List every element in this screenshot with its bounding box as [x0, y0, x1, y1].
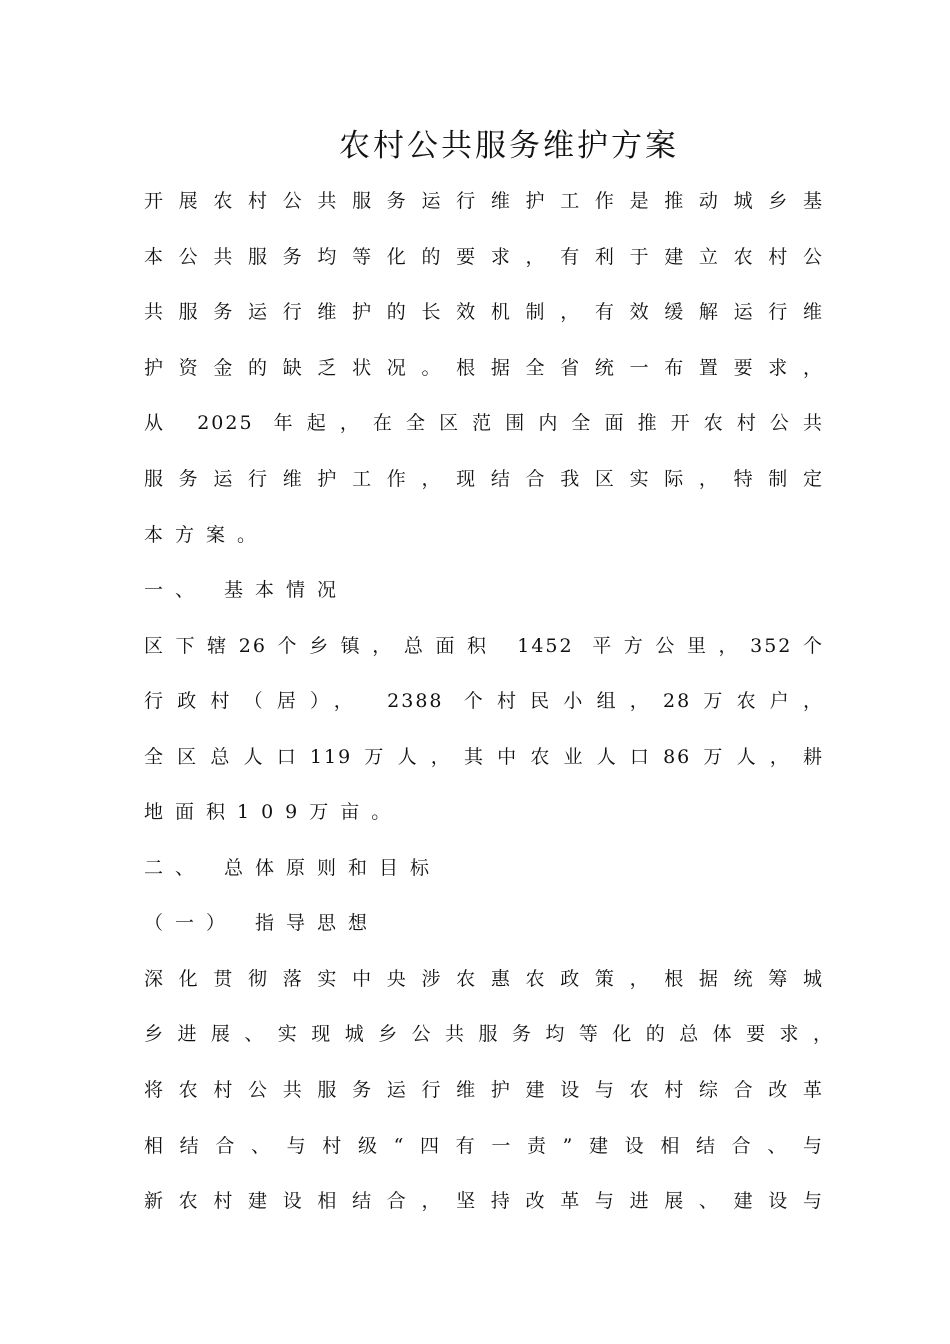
- document-title: 农村公共服务维护方案: [339, 128, 679, 164]
- paragraph-line: 共服务运行维护的长效机制，有效缓解运行维: [144, 301, 824, 323]
- paragraph-line: 本方案。: [144, 524, 269, 546]
- paragraph-line: 服务运行维护工作，现结合我区实际，特制定: [144, 468, 824, 490]
- paragraph-line: 护资金的缺乏状况。根据全省统一布置要求，: [144, 357, 824, 379]
- paragraph-line: 行政村（居）， 2388 个村民小组，28万农户，: [144, 690, 824, 712]
- paragraph-line: 乡进展、实现城乡公共服务均等化的总体要求，: [144, 1023, 834, 1045]
- section-heading: 一、 基本情况: [144, 579, 349, 601]
- paragraph-line: 相结合、与村级“四有一责”建设相结合、与: [144, 1135, 824, 1157]
- paragraph-line: 全区总人口119万人，其中农业人口86万人，耕: [144, 746, 824, 768]
- paragraph-line: 开展农村公共服务运行维护工作是推动城乡基: [144, 190, 824, 212]
- paragraph-line: 深化贯彻落实中央涉农惠农政策，根据统筹城: [144, 968, 824, 990]
- paragraph-line: 将农村公共服务运行维护建设与农村综合改革: [144, 1079, 824, 1101]
- paragraph-line: 从 2025 年起，在全区范围内全面推开农村公共: [144, 412, 824, 434]
- section-heading: 二、 总体原则和目标: [144, 857, 442, 879]
- paragraph-line: 地面积109万亩。: [144, 801, 403, 823]
- paragraph-line: 区下辖26个乡镇，总面积 1452 平方公里，352个: [144, 635, 824, 657]
- paragraph-line: 本公共服务均等化的要求，有利于建立农村公: [144, 246, 824, 268]
- paragraph-line: 新农村建设相结合，坚持改革与进展、建设与: [144, 1190, 824, 1212]
- subsection-heading: （一） 指导思想: [144, 912, 380, 934]
